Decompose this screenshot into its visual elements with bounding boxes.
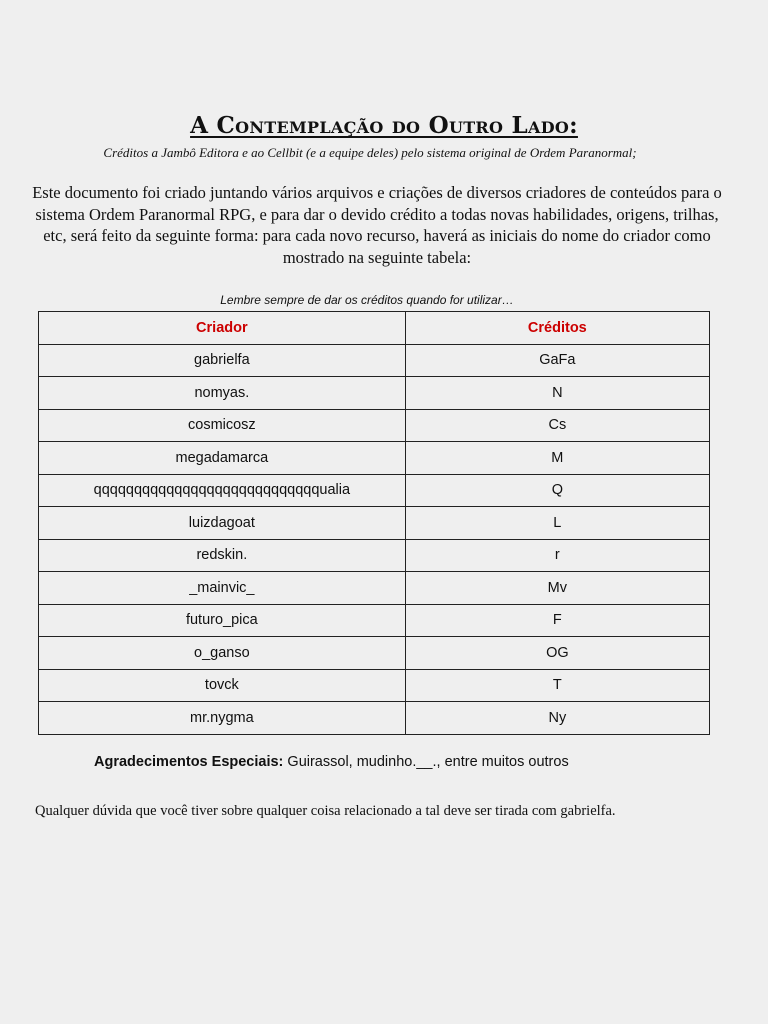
special-thanks: [94, 754, 569, 770]
initials-cell: Ny: [405, 702, 709, 735]
credits-table: [38, 311, 710, 735]
initials-cell: Q: [405, 474, 709, 507]
initials-cell: r: [405, 539, 709, 572]
creator-cell: futuro_pica: [39, 604, 406, 637]
initials-cell: F: [405, 604, 709, 637]
table-caption: Lembre sempre de dar os créditos quando for utilizar…: [220, 293, 514, 307]
document-title: A Contemplação do Outro Lado:: [190, 112, 578, 139]
initials-cell: GaFa: [405, 344, 709, 377]
initials-cell: Cs: [405, 409, 709, 442]
table-row: [39, 637, 710, 670]
creator-cell: o_ganso: [39, 637, 406, 670]
initials-cell: L: [405, 507, 709, 540]
creator-cell: luizdagoat: [39, 507, 406, 540]
table-row: [39, 669, 710, 702]
table-row: [39, 539, 710, 572]
initials-cell: Mv: [405, 572, 709, 605]
contact-note: Qualquer dúvida que você tiver sobre qualquer coisa relacionado a tal deve ser tirada com gabrielfa.: [35, 803, 616, 819]
creator-cell: tovck: [39, 669, 406, 702]
table-row: [39, 702, 710, 735]
table-row: [39, 474, 710, 507]
table-row: [39, 604, 710, 637]
table-row: [39, 442, 710, 475]
creator-cell: gabrielfa: [39, 344, 406, 377]
creator-cell: nomyas.: [39, 377, 406, 410]
header-creditos: Créditos: [405, 312, 709, 345]
header-criador: Criador: [39, 312, 406, 345]
table-row: [39, 409, 710, 442]
table-row: [39, 507, 710, 540]
initials-cell: M: [405, 442, 709, 475]
document-subtitle: Créditos a Jambô Editora e ao Cellbit (e a equipe deles) pelo sistema original de Ordem Paranormal;: [103, 145, 637, 160]
intro-paragraph: Este documento foi criado juntando vários arquivos e criações de diversos criadores de conteúdos para o sistema Ordem Paranormal RPG, e para dar o devido crédito a todas novas habilidades, origens, trilhas, etc, será feito da seguinte forma: para cada novo recurso, haverá as iniciais do nome do criador como mostrado na seguinte tabela:: [32, 183, 722, 267]
table-header-row: [39, 312, 710, 345]
creator-cell: redskin.: [39, 539, 406, 572]
table-row: [39, 344, 710, 377]
creator-cell: _mainvic_: [39, 572, 406, 605]
special-thanks-label: Agradecimentos Especiais:: [94, 754, 284, 770]
creator-cell: cosmicosz: [39, 409, 406, 442]
initials-cell: T: [405, 669, 709, 702]
creator-cell: mr.nygma: [39, 702, 406, 735]
table-row: [39, 572, 710, 605]
initials-cell: N: [405, 377, 709, 410]
table-row: [39, 377, 710, 410]
special-thanks-text: Guirassol, mudinho.__., entre muitos outros: [283, 754, 569, 770]
creator-cell: megadamarca: [39, 442, 406, 475]
creator-cell: qqqqqqqqqqqqqqqqqqqqqqqqqqqqualia: [39, 474, 406, 507]
initials-cell: OG: [405, 637, 709, 670]
